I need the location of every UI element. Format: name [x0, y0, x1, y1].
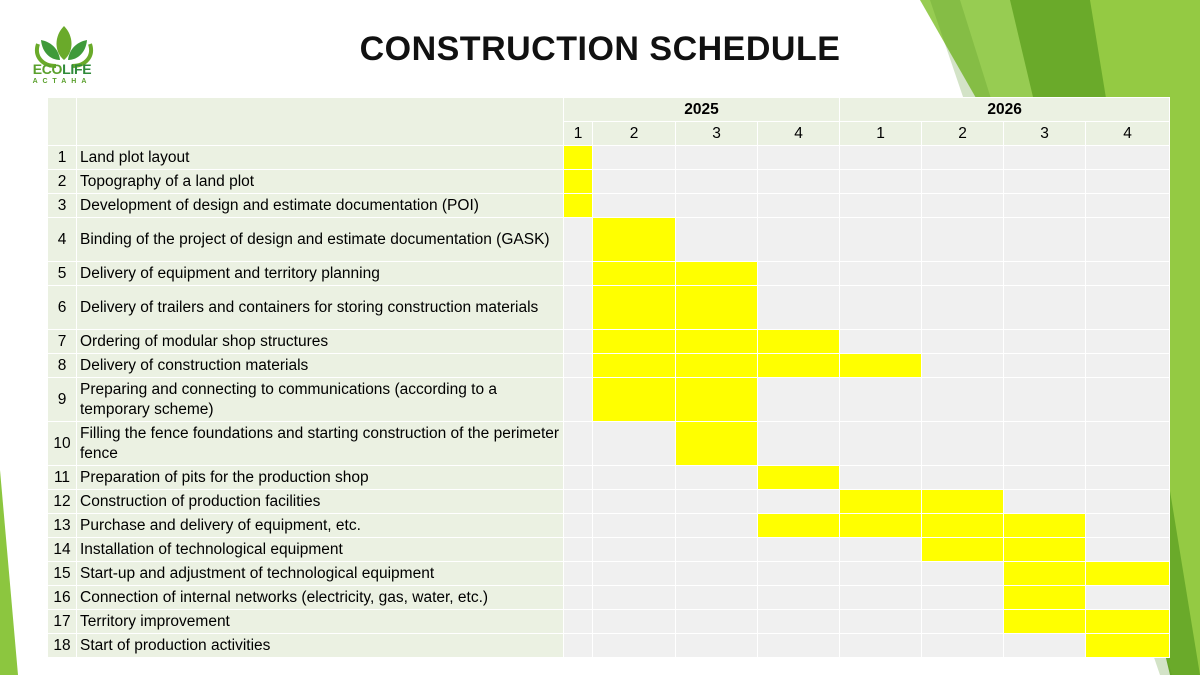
gantt-empty-cell [758, 378, 840, 422]
gantt-empty-cell [564, 514, 593, 538]
gantt-empty-cell [840, 378, 922, 422]
gantt-empty-cell [564, 218, 593, 262]
gantt-empty-cell [676, 514, 758, 538]
gantt-empty-cell [564, 354, 593, 378]
gantt-empty-cell [564, 634, 593, 658]
task-number: 13 [48, 514, 77, 538]
task-name: Start-up and adjustment of technological equipment [77, 562, 564, 586]
gantt-empty-cell [922, 466, 1004, 490]
gantt-empty-cell [676, 538, 758, 562]
task-number: 3 [48, 194, 77, 218]
gantt-empty-cell [1086, 490, 1170, 514]
gantt-bar-cell [676, 330, 758, 354]
gantt-bar-cell [758, 330, 840, 354]
task-name: Ordering of modular shop structures [77, 330, 564, 354]
gantt-bar-cell [1004, 538, 1086, 562]
task-number: 18 [48, 634, 77, 658]
gantt-bar-cell [1086, 562, 1170, 586]
gantt-empty-cell [1004, 354, 1086, 378]
gantt-empty-cell [1004, 466, 1086, 490]
gantt-empty-cell [676, 634, 758, 658]
task-number: 9 [48, 378, 77, 422]
gantt-empty-cell [1086, 422, 1170, 466]
gantt-empty-cell [922, 586, 1004, 610]
table-row [48, 286, 1170, 330]
gantt-empty-cell [1086, 262, 1170, 286]
gantt-empty-cell [676, 562, 758, 586]
task-name: Preparation of pits for the production shop [77, 466, 564, 490]
gantt-empty-cell [593, 538, 676, 562]
gantt-empty-cell [758, 194, 840, 218]
gantt-empty-cell [922, 610, 1004, 634]
gantt-empty-cell [676, 194, 758, 218]
gantt-empty-cell [564, 610, 593, 634]
table-row [48, 466, 1170, 490]
gantt-empty-cell [564, 286, 593, 330]
gantt-empty-cell [1004, 146, 1086, 170]
logo-eco: ECO [32, 61, 63, 77]
task-number: 8 [48, 354, 77, 378]
gantt-empty-cell [564, 262, 593, 286]
schedule-table [47, 97, 1170, 658]
gantt-bar-cell [593, 378, 676, 422]
gantt-empty-cell [593, 634, 676, 658]
gantt-empty-cell [1086, 466, 1170, 490]
gantt-empty-cell [593, 146, 676, 170]
gantt-empty-cell [840, 262, 922, 286]
gantt-empty-cell [1086, 146, 1170, 170]
gantt-empty-cell [593, 490, 676, 514]
gantt-empty-cell [840, 194, 922, 218]
gantt-empty-cell [593, 422, 676, 466]
gantt-bar-cell [840, 354, 922, 378]
table-row [48, 354, 1170, 378]
gantt-bar-cell [922, 490, 1004, 514]
gantt-empty-cell [593, 194, 676, 218]
gantt-bar-cell [564, 170, 593, 194]
gantt-empty-cell [593, 514, 676, 538]
task-name: Start of production activities [77, 634, 564, 658]
gantt-bar-cell [1004, 562, 1086, 586]
table-row [48, 538, 1170, 562]
gantt-empty-cell [922, 170, 1004, 194]
header-task [77, 98, 564, 146]
gantt-empty-cell [564, 466, 593, 490]
task-number: 2 [48, 170, 77, 194]
quarter-header: 1 [564, 122, 593, 146]
table-row [48, 378, 1170, 422]
table-row [48, 146, 1170, 170]
gantt-bar-cell [922, 514, 1004, 538]
table-row [48, 490, 1170, 514]
gantt-bar-cell [1086, 610, 1170, 634]
gantt-empty-cell [758, 286, 840, 330]
quarter-header: 2 [593, 122, 676, 146]
task-number: 16 [48, 586, 77, 610]
gantt-empty-cell [676, 586, 758, 610]
gantt-empty-cell [922, 354, 1004, 378]
gantt-empty-cell [593, 562, 676, 586]
gantt-empty-cell [840, 586, 922, 610]
gantt-empty-cell [922, 146, 1004, 170]
table-row [48, 262, 1170, 286]
task-name: Development of design and estimate documentation (POI) [77, 194, 564, 218]
gantt-bar-cell [1004, 586, 1086, 610]
gantt-empty-cell [676, 170, 758, 194]
gantt-bar-cell [564, 194, 593, 218]
gantt-empty-cell [564, 378, 593, 422]
gantt-empty-cell [840, 562, 922, 586]
gantt-empty-cell [1086, 514, 1170, 538]
quarter-header: 3 [676, 122, 758, 146]
gantt-empty-cell [840, 170, 922, 194]
task-name: Topography of a land plot [77, 170, 564, 194]
task-name: Construction of production facilities [77, 490, 564, 514]
gantt-empty-cell [1004, 170, 1086, 194]
task-name: Preparing and connecting to communications (according to a temporary scheme) [77, 378, 564, 422]
logo-text [24, 62, 100, 76]
gantt-bar-cell [840, 490, 922, 514]
gantt-empty-cell [1004, 262, 1086, 286]
task-name: Delivery of trailers and containers for storing construction materials [77, 286, 564, 330]
task-number: 14 [48, 538, 77, 562]
gantt-empty-cell [922, 262, 1004, 286]
year-header: 2026 [840, 98, 1170, 122]
quarter-header: 2 [922, 122, 1004, 146]
gantt-empty-cell [564, 586, 593, 610]
gantt-empty-cell [1086, 286, 1170, 330]
table-row [48, 330, 1170, 354]
task-number: 1 [48, 146, 77, 170]
gantt-bar-cell [593, 262, 676, 286]
gantt-empty-cell [1086, 170, 1170, 194]
gantt-empty-cell [676, 146, 758, 170]
table-row [48, 218, 1170, 262]
gantt-empty-cell [1004, 218, 1086, 262]
gantt-empty-cell [676, 466, 758, 490]
task-name: Connection of internal networks (electricity, gas, water, etc.) [77, 586, 564, 610]
quarter-header: 4 [1086, 122, 1170, 146]
gantt-empty-cell [840, 146, 922, 170]
gantt-empty-cell [593, 170, 676, 194]
gantt-empty-cell [922, 562, 1004, 586]
gantt-empty-cell [1086, 218, 1170, 262]
task-number: 11 [48, 466, 77, 490]
gantt-empty-cell [1004, 490, 1086, 514]
task-name: Filling the fence foundations and starting construction of the perimeter fence [77, 422, 564, 466]
gantt-empty-cell [758, 422, 840, 466]
task-name: Territory improvement [77, 610, 564, 634]
gantt-empty-cell [840, 466, 922, 490]
gantt-empty-cell [758, 170, 840, 194]
gantt-empty-cell [1004, 194, 1086, 218]
gantt-bar-cell [758, 514, 840, 538]
gantt-empty-cell [758, 146, 840, 170]
table-row [48, 562, 1170, 586]
gantt-bar-cell [676, 354, 758, 378]
gantt-bar-cell [758, 354, 840, 378]
gantt-empty-cell [593, 466, 676, 490]
gantt-empty-cell [1086, 194, 1170, 218]
gantt-empty-cell [676, 490, 758, 514]
gantt-empty-cell [922, 330, 1004, 354]
task-name: Land plot layout [77, 146, 564, 170]
gantt-empty-cell [564, 490, 593, 514]
gantt-empty-cell [922, 194, 1004, 218]
gantt-bar-cell [593, 330, 676, 354]
gantt-empty-cell [1004, 330, 1086, 354]
gantt-empty-cell [840, 610, 922, 634]
logo-subtitle: АСТАНА [32, 78, 92, 85]
table-row [48, 514, 1170, 538]
gantt-empty-cell [593, 586, 676, 610]
table-row [48, 634, 1170, 658]
gantt-empty-cell [564, 562, 593, 586]
gantt-empty-cell [758, 586, 840, 610]
task-number: 5 [48, 262, 77, 286]
task-name: Binding of the project of design and estimate documentation (GASK) [77, 218, 564, 262]
gantt-empty-cell [840, 634, 922, 658]
gantt-bar-cell [676, 378, 758, 422]
gantt-empty-cell [1004, 378, 1086, 422]
gantt-bar-cell [676, 422, 758, 466]
gantt-empty-cell [922, 634, 1004, 658]
gantt-empty-cell [758, 562, 840, 586]
gantt-empty-cell [1086, 354, 1170, 378]
gantt-bar-cell [593, 354, 676, 378]
task-number: 12 [48, 490, 77, 514]
year-header: 2025 [564, 98, 840, 122]
table-row [48, 422, 1170, 466]
task-number: 15 [48, 562, 77, 586]
quarter-header: 4 [758, 122, 840, 146]
gantt-bar-cell [758, 466, 840, 490]
gantt-empty-cell [758, 610, 840, 634]
gantt-empty-cell [1086, 586, 1170, 610]
gantt-empty-cell [840, 422, 922, 466]
gantt-empty-cell [758, 634, 840, 658]
gantt-empty-cell [758, 218, 840, 262]
gantt-bar-cell [840, 514, 922, 538]
gantt-empty-cell [676, 218, 758, 262]
gantt-empty-cell [1086, 330, 1170, 354]
quarter-header: 3 [1004, 122, 1086, 146]
task-number: 6 [48, 286, 77, 330]
gantt-empty-cell [1004, 634, 1086, 658]
gantt-bar-cell [676, 286, 758, 330]
gantt-empty-cell [564, 538, 593, 562]
gantt-bar-cell [1086, 634, 1170, 658]
gantt-bar-cell [922, 538, 1004, 562]
gantt-empty-cell [840, 218, 922, 262]
gantt-empty-cell [1086, 538, 1170, 562]
gantt-empty-cell [1086, 378, 1170, 422]
gantt-empty-cell [1004, 286, 1086, 330]
gantt-empty-cell [840, 286, 922, 330]
gantt-empty-cell [922, 378, 1004, 422]
task-name: Installation of technological equipment [77, 538, 564, 562]
task-name: Purchase and delivery of equipment, etc. [77, 514, 564, 538]
table-row [48, 586, 1170, 610]
task-number: 17 [48, 610, 77, 634]
gantt-empty-cell [922, 218, 1004, 262]
task-name: Delivery of construction materials [77, 354, 564, 378]
gantt-bar-cell [676, 262, 758, 286]
quarter-header: 1 [840, 122, 922, 146]
gantt-empty-cell [922, 422, 1004, 466]
gantt-empty-cell [676, 610, 758, 634]
gantt-bar-cell [593, 218, 676, 262]
gantt-empty-cell [758, 538, 840, 562]
header-num [48, 98, 77, 146]
gantt-empty-cell [840, 538, 922, 562]
task-number: 4 [48, 218, 77, 262]
task-number: 7 [48, 330, 77, 354]
gantt-empty-cell [758, 490, 840, 514]
gantt-empty-cell [922, 286, 1004, 330]
table-row [48, 610, 1170, 634]
task-name: Delivery of equipment and territory planning [77, 262, 564, 286]
table-row [48, 194, 1170, 218]
table-row [48, 170, 1170, 194]
gantt-empty-cell [564, 422, 593, 466]
logo-life: LIFE [62, 61, 92, 77]
gantt-empty-cell [593, 610, 676, 634]
gantt-bar-cell [1004, 514, 1086, 538]
gantt-bar-cell [564, 146, 593, 170]
page-title: CONSTRUCTION SCHEDULE [359, 30, 841, 68]
task-number: 10 [48, 422, 77, 466]
gantt-empty-cell [840, 330, 922, 354]
gantt-empty-cell [564, 330, 593, 354]
gantt-bar-cell [593, 286, 676, 330]
gantt-empty-cell [758, 262, 840, 286]
gantt-empty-cell [1004, 422, 1086, 466]
gantt-bar-cell [1004, 610, 1086, 634]
